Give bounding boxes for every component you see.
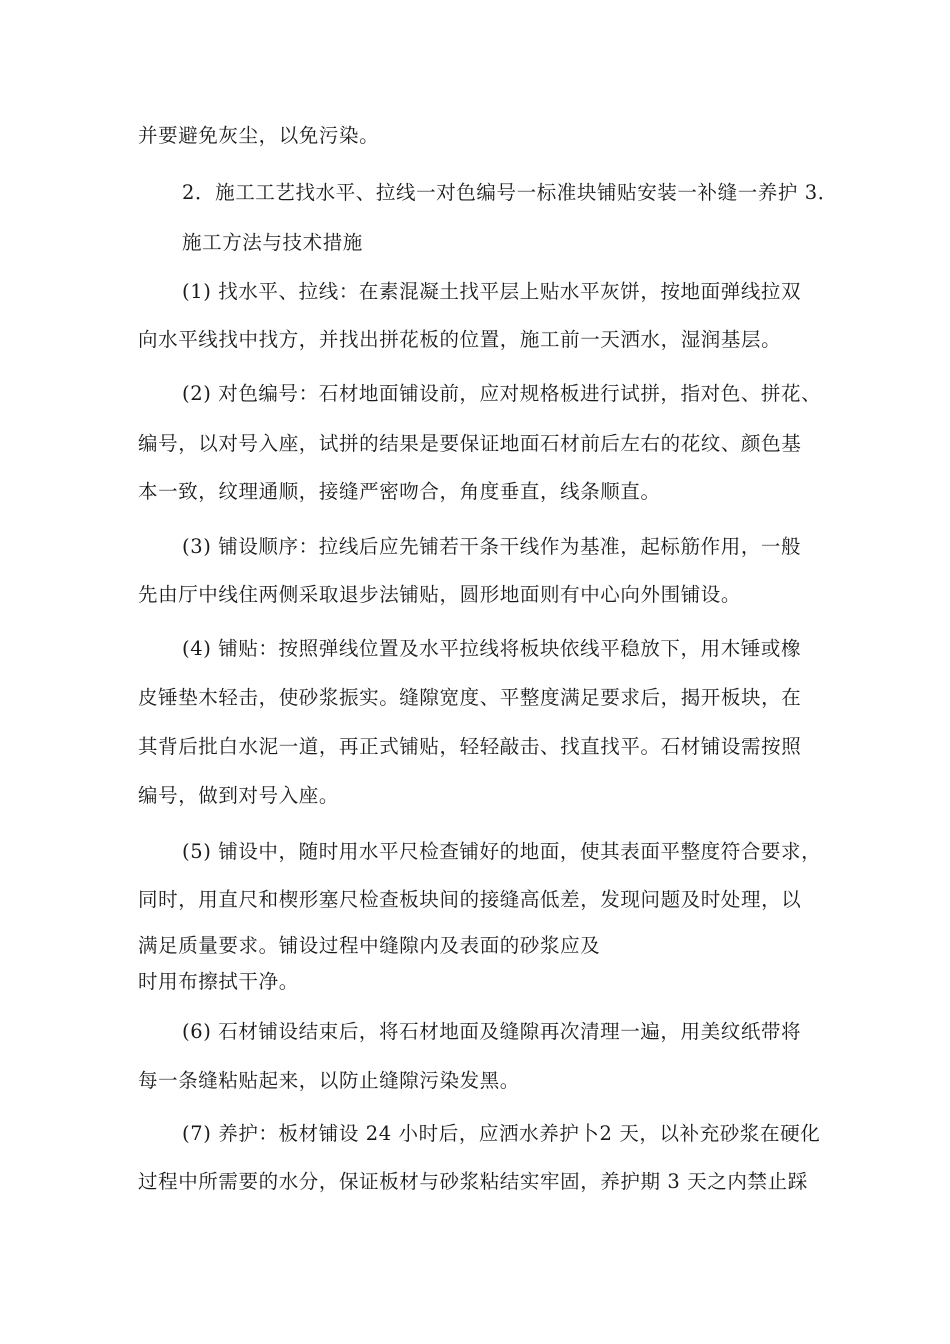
section-heading: 2．施工工艺找水平、拉线一对色编号一标准块铺贴安装一补缝一养护 3． [182, 181, 838, 204]
paragraph-2-line: 编号，以对号入座，试拼的结果是要保证地面石材前后左右的花纹、颜色基 [138, 432, 802, 455]
paragraph-2-line: (2) 对色编号：石材地面铺设前，应对规格板进行试拼，指对色、拼花、 [182, 382, 822, 405]
paragraph-7-line: (7) 养护：板材铺设 24 小时后，应洒水养护卜2 天，以补充砂浆在硬化 [182, 1122, 821, 1145]
paragraph-4-line: (4) 铺贴：按照弹线位置及水平拉线将板块依线平稳放下，用木锤或橡 [182, 637, 802, 660]
paragraph-6-line: 每一条缝粘贴起来，以防止缝隙污染发黑。 [138, 1069, 520, 1092]
paragraph-6-line: (6) 石材铺设结束后，将石材地面及缝隙再次清理一遍，用美纹纸带将 [182, 1020, 802, 1043]
paragraph-5-line: 满足质量要求。铺设过程中缝隙内及表面的砂浆应及 [138, 934, 601, 957]
section-heading: 施工方法与技术措施 [182, 231, 363, 254]
paragraph-5-line: (5) 铺设中，随时用水平尺检查铺好的地面，使其表面平整度符合要求， [182, 840, 822, 863]
paragraph-1-line: 向水平线找中找方，并找出拼花板的位置，施工前一天洒水，湿润基层。 [138, 328, 782, 351]
paragraph-5-line: 同时，用直尺和楔形塞尺检查板块间的接缝高低差，发现问题及时处理，以 [138, 888, 802, 911]
paragraph-4-line: 皮锤垫木轻击，使砂浆振实。缝隙宽度、平整度满足要求后，揭开板块，在 [138, 686, 802, 709]
paragraph-3-line: (3) 铺设顺序：拉线后应先铺若干条干线作为基准，起标筋作用，一般 [182, 535, 802, 558]
paragraph-2-line: 本一致，纹理通顺，接缝严密吻合，角度垂直，线条顺直。 [138, 480, 661, 503]
paragraph-1-line: (1) 找水平、拉线：在素混凝土找平层上贴水平灰饼，按地面弹线拉双 [182, 280, 802, 303]
text-line: 并要避免灰尘，以免污染。 [138, 124, 380, 147]
paragraph-5-line: 时用布擦拭干净。 [138, 970, 299, 993]
paragraph-7-line: 过程中所需要的水分，保证板材与砂浆粘结实牢固，养护期 3 天之内禁止踩 [138, 1170, 808, 1193]
paragraph-4-line: 其背后批白水泥一道，再正式铺贴，轻轻敲击、找直找平。石材铺设需按照 [138, 735, 802, 758]
paragraph-3-line: 先由厅中线住两侧采取退步法铺贴，圆形地面则有中心向外围铺设。 [138, 583, 742, 606]
paragraph-4-line: 编号，做到对号入座。 [138, 784, 340, 807]
